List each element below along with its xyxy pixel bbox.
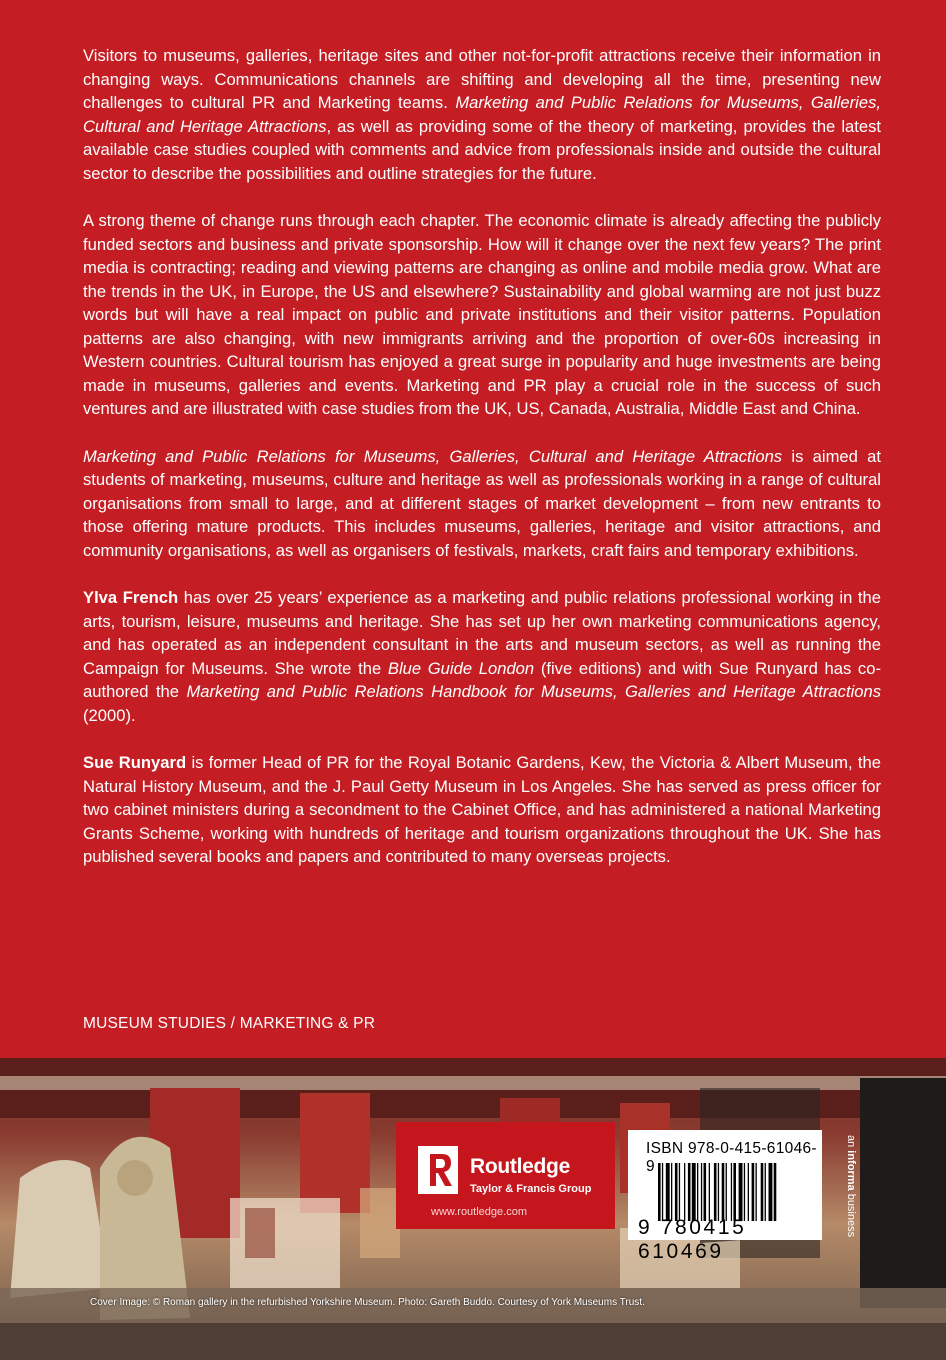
informa-tagline: an informa business bbox=[845, 1135, 857, 1238]
barcode-bar bbox=[697, 1163, 698, 1221]
barcode-bar bbox=[692, 1163, 696, 1221]
publisher-logo-block bbox=[396, 1122, 615, 1229]
barcode-icon bbox=[658, 1163, 818, 1221]
isbn-digits: 9 780415 610469 bbox=[638, 1216, 747, 1263]
back-cover-text bbox=[83, 44, 881, 893]
barcode-bar bbox=[774, 1163, 777, 1221]
isbn-label: ISBN 978-0-415-61046-9 bbox=[646, 1140, 817, 1175]
book-title: Marketing and Public Relations for Museums, Galleries, Cultural and Heritage Attractions bbox=[83, 93, 881, 136]
publisher-name: Routledge bbox=[470, 1155, 570, 1178]
barcode-bar bbox=[731, 1163, 732, 1221]
barcode-bar bbox=[679, 1163, 680, 1221]
barcode-bar bbox=[688, 1163, 691, 1221]
cover-image-credit: Cover Image: © Roman gallery in the refurbished Yorkshire Museum. Photo: Gareth Buddo. Courtesy of York Museums Trust. bbox=[90, 1297, 645, 1308]
barcode-bar bbox=[733, 1163, 736, 1221]
author-bio-runyard: Sue Runyard is former Head of PR for the Royal Botanic Gardens, Kew, the Victoria & Albert Museum, the Natural History Museum, and the J. Paul Getty Museum in Los Angeles. She has served as press officer for two cabinet ministers during a secondment to the Cabinet Office, and has administered a national Marketing Grants Scheme, working with hundreds of heritage and tourism organizations throughout the UK. She has published several books and papers and contributed to many overseas projects. bbox=[83, 753, 881, 866]
publisher-url: www.routledge.com bbox=[431, 1206, 527, 1218]
paragraph-audience: Marketing and Public Relations for Museums, Galleries, Cultural and Heritage Attractions is aimed at students of marketing, museums, culture and heritage as well as professionals working in a range of cultural organisations from small to large, and at different stages of market development – from new entrants to those offering mature products. This includes museums, galleries, heritage and visitor attractions, and community organisations, as well as organisers of festivals, markets, craft fairs and temporary exhibitions. bbox=[83, 446, 881, 560]
barcode-bar bbox=[769, 1163, 773, 1221]
barcode-bar bbox=[752, 1163, 755, 1221]
barcode-bar bbox=[739, 1163, 743, 1221]
barcode-bar bbox=[658, 1163, 661, 1221]
barcode-bar bbox=[714, 1163, 717, 1221]
author-name: Sue Runyard bbox=[83, 753, 187, 772]
subject-category: MUSEUM STUDIES / MARKETING & PR bbox=[83, 1015, 376, 1032]
barcode-bar bbox=[748, 1163, 749, 1221]
barcode-bar bbox=[718, 1163, 719, 1221]
barcode-bar bbox=[662, 1163, 663, 1221]
barcode-bar bbox=[701, 1163, 702, 1221]
barcode-bar bbox=[765, 1163, 766, 1221]
barcode-bar bbox=[761, 1163, 764, 1221]
barcode-bar bbox=[684, 1163, 685, 1221]
routledge-logo-icon bbox=[418, 1146, 458, 1194]
barcode-bar bbox=[666, 1163, 670, 1221]
book-title: Marketing and Public Relations for Museums, Galleries, Cultural and Heritage Attractions bbox=[83, 446, 783, 466]
barcode-bar bbox=[709, 1163, 710, 1221]
isbn-barcode-block bbox=[628, 1130, 822, 1263]
barcode-bar bbox=[722, 1163, 725, 1221]
barcode-bar bbox=[675, 1163, 678, 1221]
author-bio-french: Ylva French has over 25 years’ experience as a marketing and public relations professional working in the arts, tourism, leisure, museums and heritage. She has set up her own marketing communications agency, and has operated as an independent consultant in the arts and museum sectors, as well as running the Campaign for Museums. She wrote the Blue Guide London (five editions) and with Sue Runyard has co-authored the Marketing and Public Relations Handbook for Museums, Galleries and Heritage Attractions (2000). bbox=[83, 588, 882, 725]
author-name: Ylva French bbox=[83, 588, 179, 607]
barcode-bar bbox=[744, 1163, 745, 1221]
barcode-bar bbox=[671, 1163, 672, 1221]
paragraph-change: A strong theme of change runs through each chapter. The economic climate is already affecting the publicly funded sectors and business and private sponsorship. How will it change over the next few years? The print media is contracting; reading and viewing patterns are changing as online and mobile media grow. What are the trends in the UK, in Europe, the US and elsewhere? Sustainability and global warming are not just buzz words but will have a real impact on public and private institutions and their visitor patterns. Population patterns are also changing, with new immigrants arriving and the proportion of over-60s increasing in Western countries. Cultural tourism has enjoyed a great surge in popularity and huge investments are being made in museums, galleries and events. Marketing and PR play a crucial role in the success of such ventures and are illustrated with case studies from the UK, US, Canada, Australia, Middle East and China. bbox=[83, 211, 881, 418]
paragraph-intro: Visitors to museums, galleries, heritage sites and other not-for-profit attractions receive their information in changing ways. Communications channels are shifting and developing all the time, presenting new challenges to cultural PR and Marketing teams. Marketing and Public Relations for Museums, Galleries, Cultural and Heritage Attractions, as well as providing some of the theory of marketing, provides the latest available case studies coupled with comments and advice from professionals inside and outside the cultural sector to describe the possibilities and outline strategies for the future. bbox=[83, 46, 881, 183]
barcode-bar bbox=[704, 1163, 707, 1221]
publisher-group: Taylor & Francis Group bbox=[470, 1183, 592, 1195]
barcode-bar bbox=[726, 1163, 727, 1221]
barcode-bar bbox=[756, 1163, 757, 1221]
